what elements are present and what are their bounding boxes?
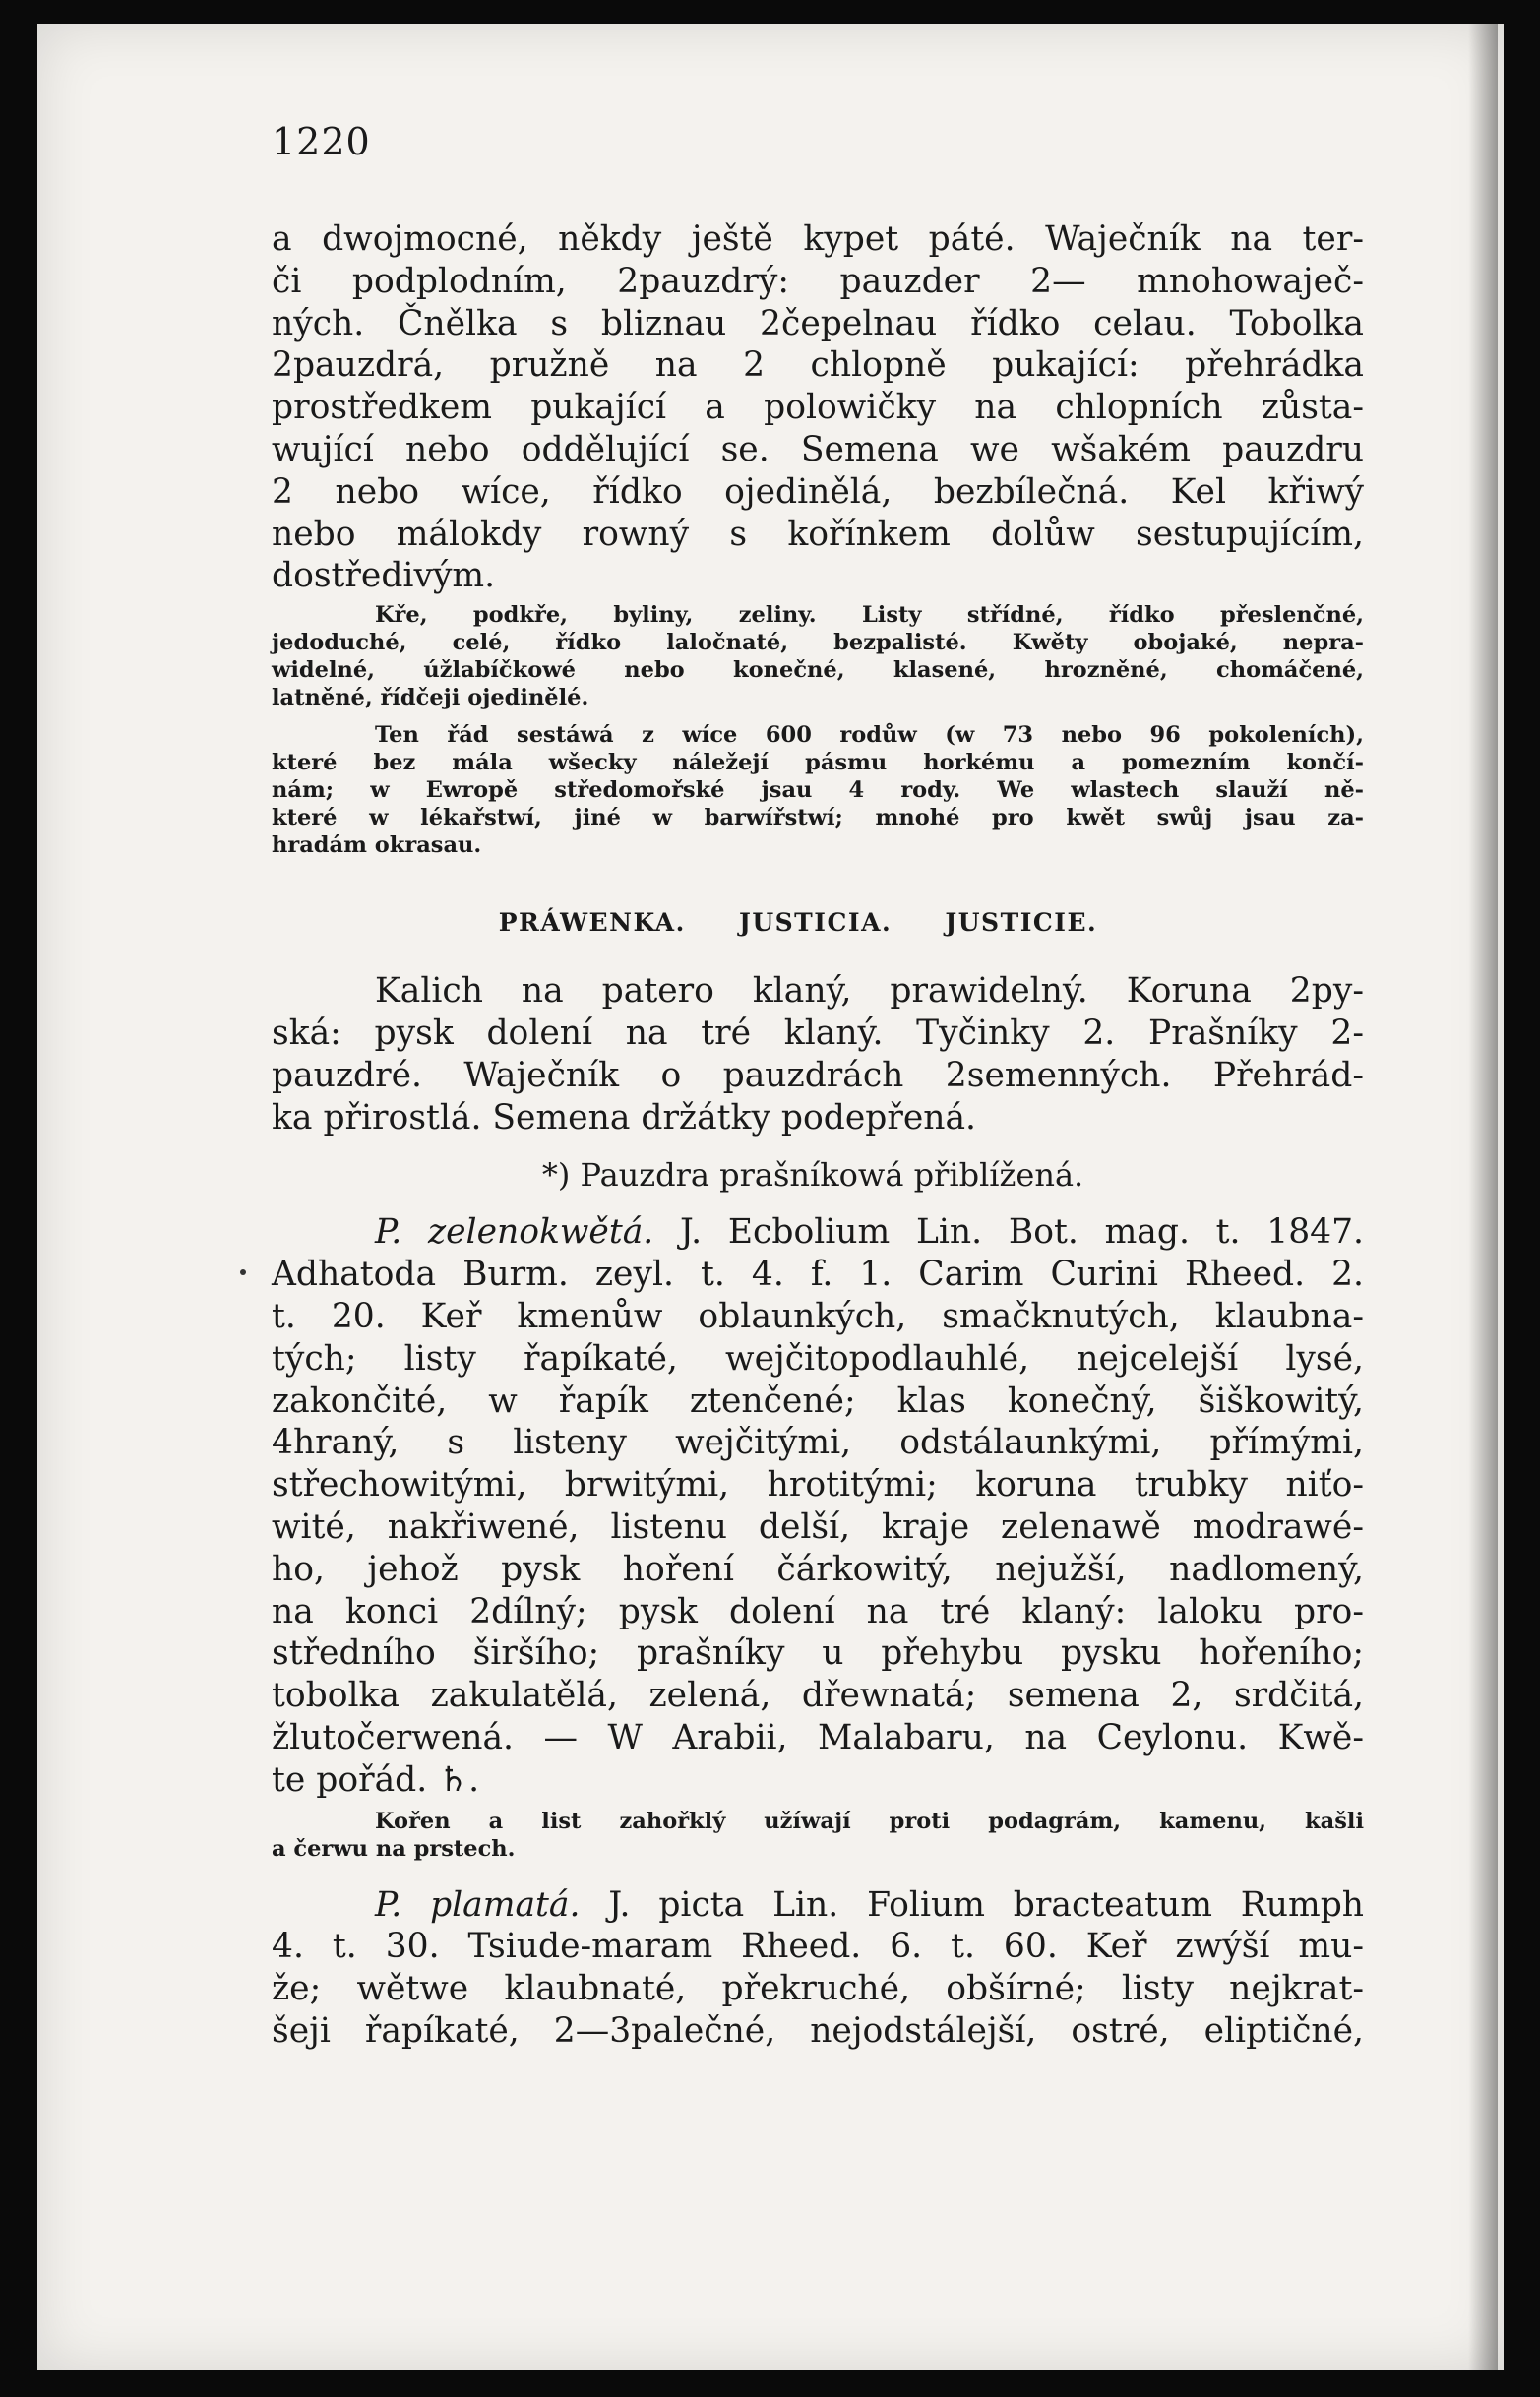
text-line: t. 20. Keř kmenůw oblaunkých, smačknutých, klaubna- — [272, 1296, 1364, 1336]
text-line: jedoduché, celé, řídko laločnaté, bezpalisté. Kwěty obojaké, nepra- — [272, 630, 1364, 656]
text-line: na konci 2dílný; pysk dolení na tré klaný: laloku pro- — [272, 1591, 1364, 1631]
text-line: te pořád. ♄. — [272, 1759, 480, 1800]
text-line: zakončité, w řapík ztenčené; klas konečný, šiškowitý, — [272, 1381, 1364, 1421]
text-line: Kře, podkře, byliny, zeliny. Listy střídné, řídko přeslenčné, — [375, 602, 1364, 629]
text-line: střechowitými, brwitými, hrotitými; koruna trubky niťo- — [272, 1465, 1364, 1506]
text-line: které w lékařstwí, jiné w barwířstwí; mnohé pro kwět swůj jsau za- — [272, 805, 1364, 831]
text-line: nebo málokdy rowný s kořínkem dolůw sestupujícím, — [272, 514, 1364, 554]
text-line: dostředivým. — [272, 556, 496, 596]
genus-name-latin: JUSTICIA. — [739, 908, 893, 938]
species-name: P. plamatá. — [375, 1884, 581, 1925]
text-line: tobolka zakulatělá, zelená, dřewnatá; semena 2, srdčitá, — [272, 1676, 1364, 1716]
text-line: a čerwu na prstech. — [272, 1835, 516, 1862]
page-content — [272, 218, 1364, 2053]
text-line: wující nebo oddělující se. Semena we wšakém pauzdru — [272, 429, 1364, 469]
text-line: 4. t. 30. Tsiude-maram Rheed. 6. t. 60. Keř zwýší mu- — [272, 1927, 1364, 1967]
text-line: žlutočerwená. — W Arabii, Malabaru, na Ceylonu. Kwě- — [272, 1717, 1364, 1757]
text-line: P. zelenokwětá. J. Ecbolium Lin. Bot. mag. t. 1847. — [375, 1212, 1365, 1253]
genus-description — [272, 970, 1364, 1138]
genus-name-french: JUSTICIE. — [945, 908, 1098, 938]
text-line: tých; listy řapíkaté, wejčitopodlauhlé, nejcelejší lysé, — [272, 1338, 1364, 1379]
species-use-note — [272, 1808, 1364, 1863]
text-line: šeji řapíkaté, 2—3palečné, nejodstálejší, ostré, eliptičné, — [272, 2010, 1364, 2051]
text-line: latněné, řídčeji ojedinělé. — [272, 685, 589, 711]
text-line: nám; w Ewropě středomořské jsau 4 rody. We wlastech slauží ně- — [272, 777, 1364, 804]
text-line: widelné, úžlabíčkowé nebo konečné, klasené, hrozněné, chomáčené, — [272, 657, 1364, 684]
text-line: 2pauzdrá, pružně na 2 chlopně pukající: přehrádka — [272, 345, 1364, 386]
page-number: 1220 — [272, 120, 371, 163]
text-line: středního širšího; prašníky u přehybu pysku hořeního; — [272, 1633, 1364, 1674]
text-line: P. plamatá. J. picta Lin. Folium bracteatum Rumph — [375, 1884, 1365, 1925]
text-line: Kořen a list zahořklý užíwají proti podagrám, kamenu, kašli — [375, 1808, 1364, 1834]
species-entry — [272, 1884, 1364, 2053]
family-distribution-note — [272, 721, 1364, 859]
text-line: 4hraný, s listeny wejčitými, odstálaunkými, přímými, — [272, 1423, 1364, 1463]
page-shadow — [1468, 24, 1498, 2370]
text-line: ská: pysk dolení na tré klaný. Tyčinky 2. Prašníky 2- — [272, 1013, 1364, 1053]
subgroup-heading: *) Pauzdra prašníkowá přiblížená. — [541, 1156, 1084, 1195]
margin-dot — [240, 1269, 246, 1275]
text-line: že; wětwe klaubnaté, překruché, obšírné; listy nejkrat- — [272, 1969, 1364, 2009]
text-line: 2 nebo wíce, řídko ojedinělá, bezbílečná. Kel křiwý — [272, 471, 1364, 512]
family-habit-note — [272, 601, 1364, 711]
text-line: Kalich na patero klaný, prawidelný. Koruna 2py- — [375, 971, 1364, 1012]
text-line: ka přirostlá. Semena držátky podepřená. — [272, 1097, 977, 1137]
text-line: Ten řád sestáwá z wíce 600 rodůw (w 73 nebo 96 pokoleních), — [375, 722, 1364, 749]
text-line: pauzdré. Waječník o pauzdrách 2semenných. Přehrád- — [272, 1055, 1364, 1095]
text-line: které bez mála wšecky náležejí pásmu horkému a pomezním končí- — [272, 750, 1364, 776]
genus-name-czech: PRÁWENKA. — [498, 908, 686, 938]
text-line: prostředkem pukající a polowičky na chlopních zůsta- — [272, 388, 1364, 428]
text-line: wité, nakřiwené, listenu delší, kraje zelenawě modrawé- — [272, 1506, 1364, 1547]
family-description — [272, 218, 1364, 597]
text-line: a dwojmocné, někdy ještě kypet páté. Waječník na ter- — [272, 219, 1364, 259]
text-line: ných. Čnělka s bliznau 2čepelnau řídko celau. Tobolka — [272, 303, 1364, 343]
text-line: ho, jehož pysk hoření čárkowitý, nejužší, nadlomený, — [272, 1549, 1364, 1589]
text-line: či podplodním, 2pauzdrý: pauzder 2— mnohowaječ- — [272, 261, 1364, 301]
species-entry — [272, 1211, 1364, 1801]
text-line: hradám okrasau. — [272, 832, 482, 859]
species-name: P. zelenokwětá. — [375, 1212, 654, 1253]
text-line: Adhatoda Burm. zeyl. t. 4. f. 1. Carim Curini Rheed. 2. — [272, 1255, 1364, 1295]
genus-heading — [272, 908, 1364, 937]
